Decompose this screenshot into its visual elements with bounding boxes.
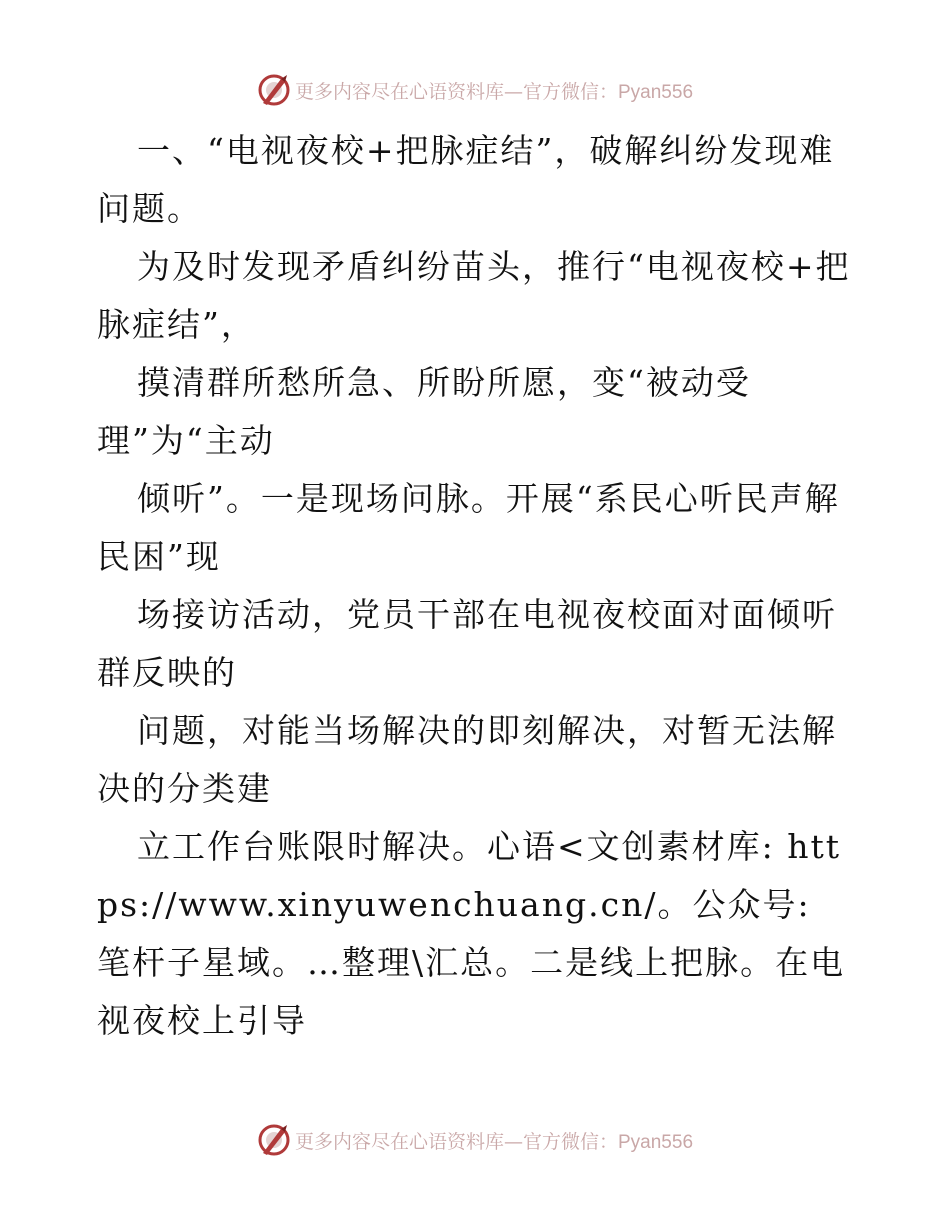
paragraph-6: 问题，对能当场解决的即刻解决，对暂无法解决的分类建 [97, 711, 837, 808]
paragraph-3: 摸清群所愁所急、所盼所愿，变“被动受理”为“主动 [97, 363, 751, 460]
watermark-account: Pyan556 [618, 81, 694, 103]
quill-seal-icon [257, 73, 291, 107]
paragraph-4: 倾听”。一是现场问脉。开展“系民心听民声解民困”现 [97, 479, 840, 576]
watermark-text: 更多内容尽在心语资料库—官方微信：Pyan556 [294, 1130, 694, 1153]
paragraph-1: 一、“电视夜校+把脉症结”，破解纠纷发现难问题。 [97, 131, 835, 228]
watermark-text: 更多内容尽在心语资料库—官方微信：Pyan556 [294, 80, 694, 103]
paragraph-7: 立工作台账限时解决。心语<文创素材库: https://www.xinyuwenchuang.cn/。公众号: 笔杆子星域。…整理\汇总。二是线上把脉。在电视夜校上引导 [97, 827, 846, 1040]
paragraph-5: 场接访活动，党员干部在电视夜校面对面倾听群反映的 [97, 595, 837, 692]
footer-watermark [0, 1120, 950, 1160]
document-body [97, 122, 857, 1050]
header-watermark [0, 70, 950, 110]
watermark-account: Pyan556 [618, 1131, 694, 1153]
paragraph-2: 为及时发现矛盾纠纷苗头，推行“电视夜校+把脉症结”， [97, 247, 851, 344]
quill-seal-icon [257, 1123, 291, 1157]
